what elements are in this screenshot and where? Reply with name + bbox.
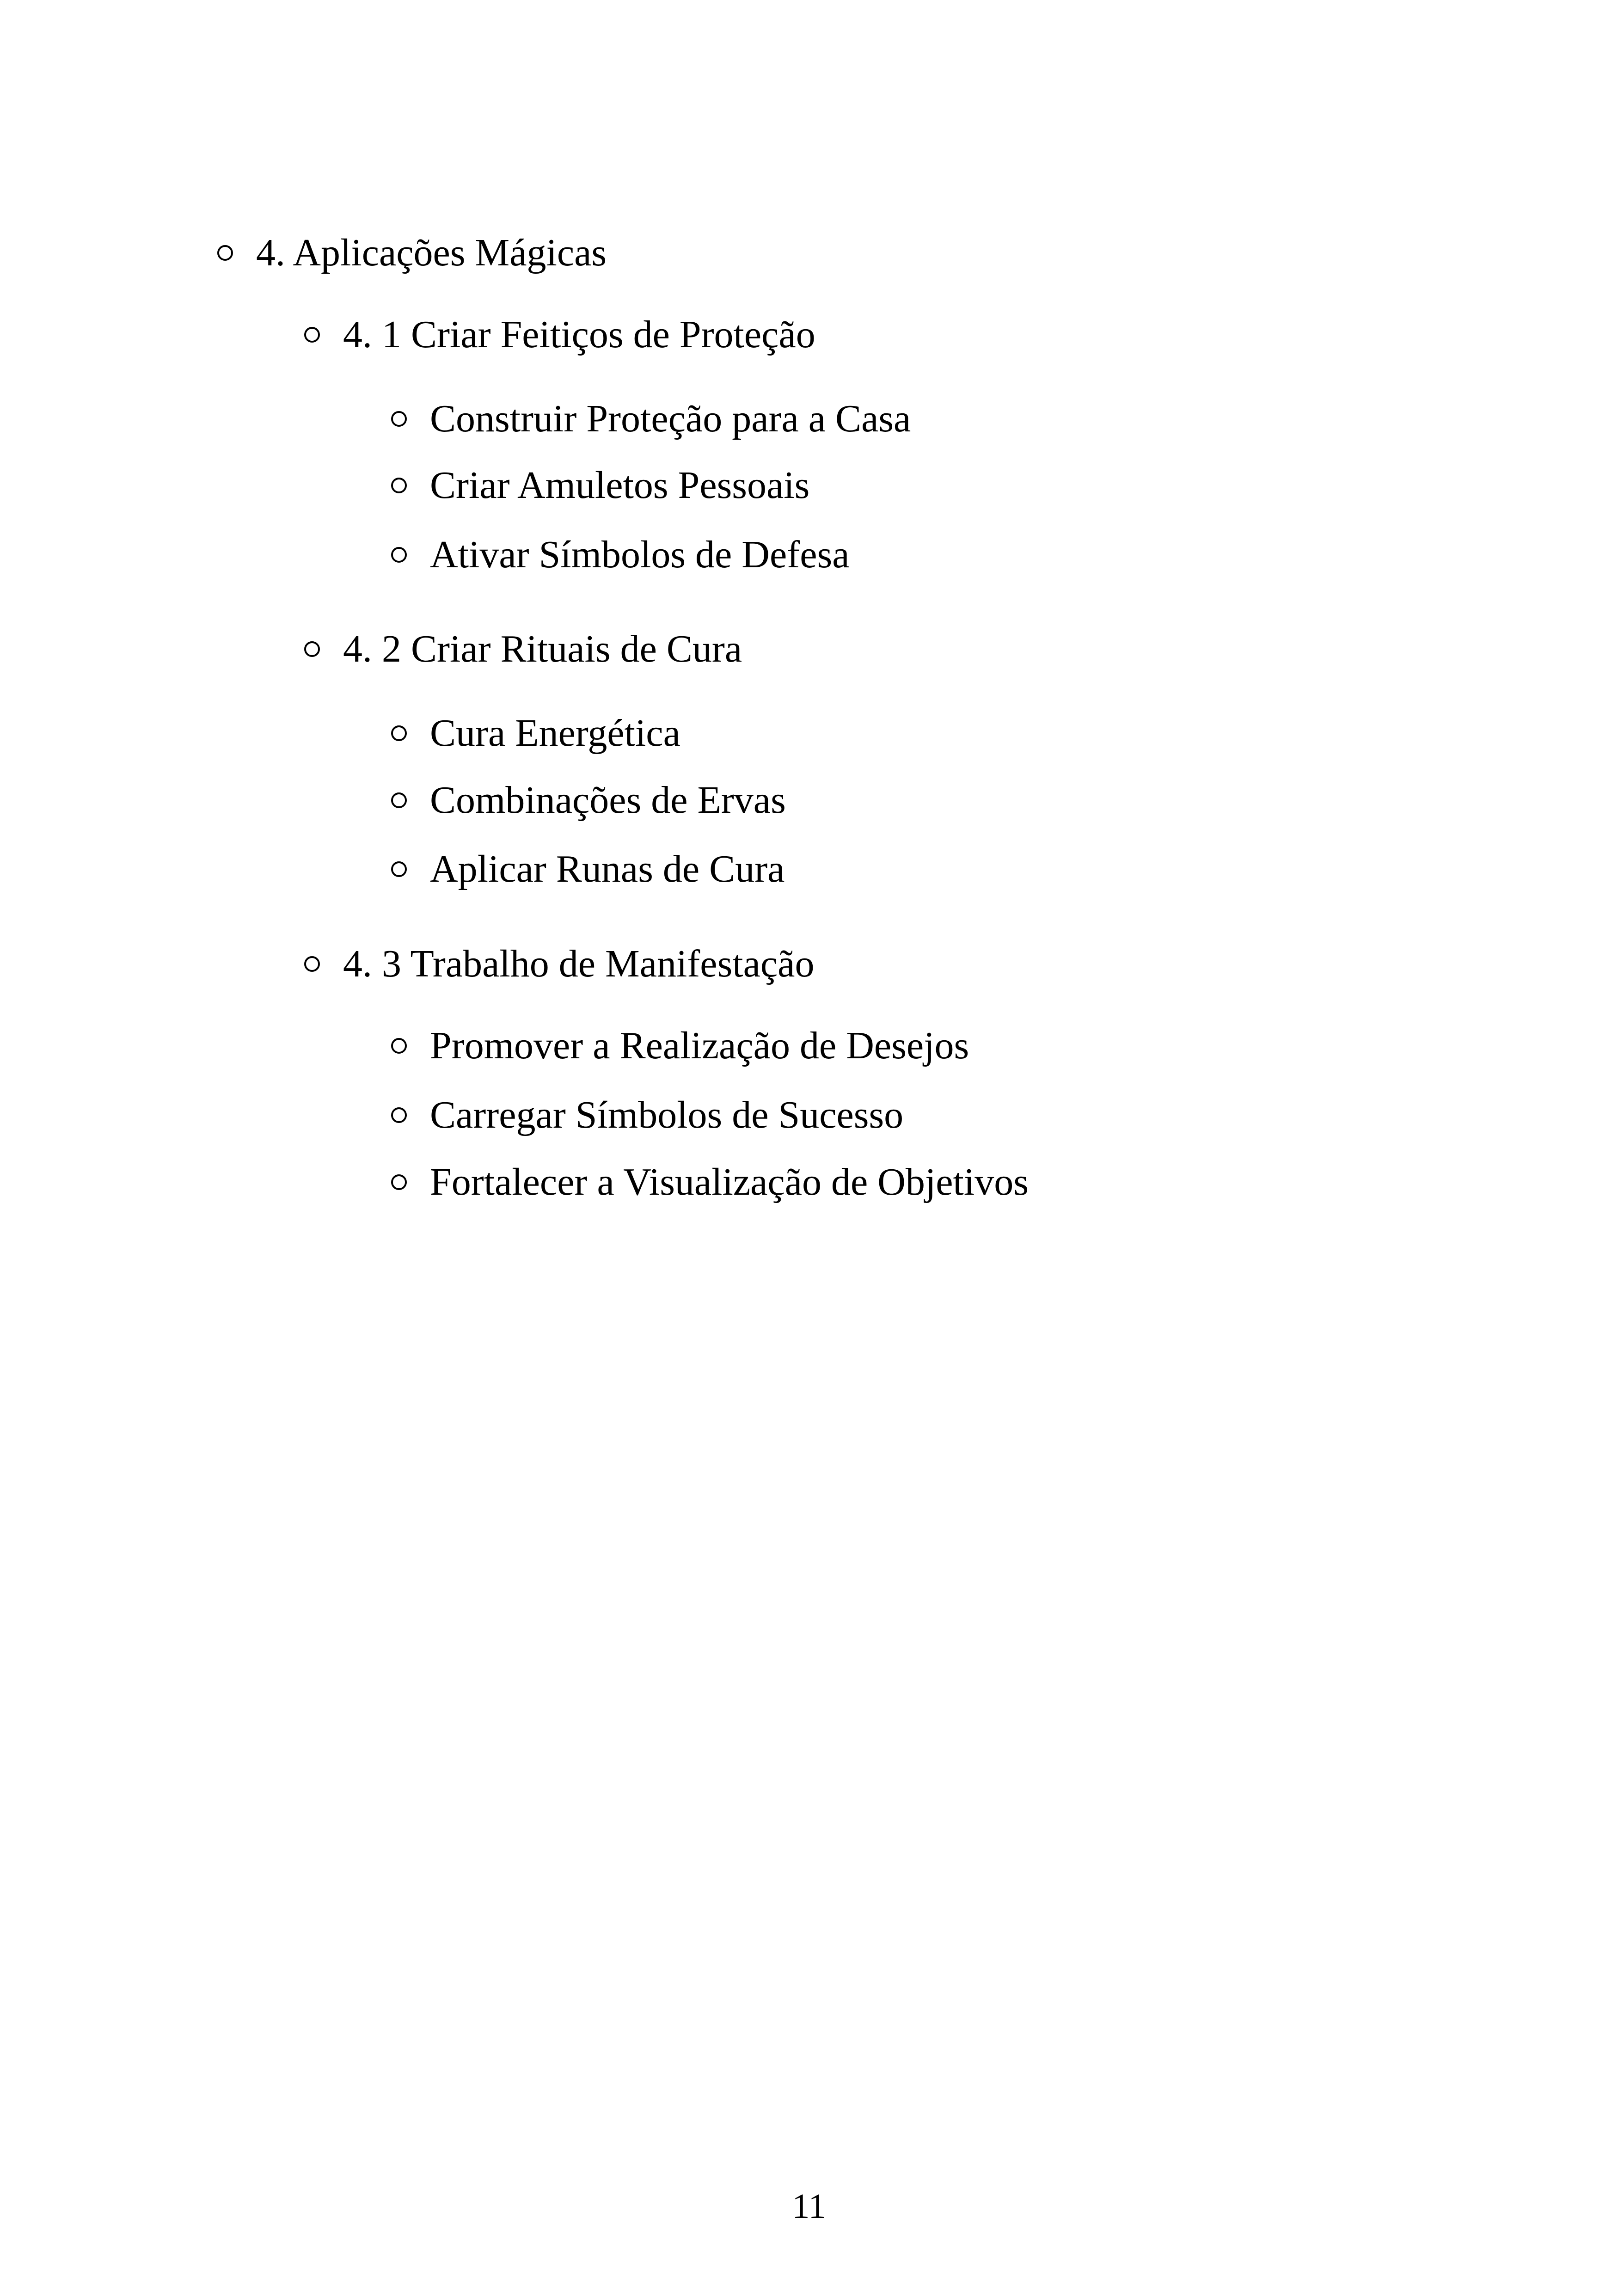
- list-item-text: Combinações de Ervas: [430, 779, 786, 822]
- hollow-circle-bullet-icon: [391, 725, 407, 741]
- list-item-text: Aplicar Runas de Cura: [430, 847, 785, 890]
- section-heading: 4. Aplicações Mágicas: [256, 231, 607, 274]
- hollow-circle-bullet-icon: [391, 478, 407, 493]
- outline-list-item: [391, 1157, 1029, 1208]
- outline-subsection-item: [304, 939, 814, 989]
- outline-list-item: [391, 529, 849, 580]
- list-item-text: Cura Energética: [430, 712, 680, 755]
- list-item-text: Ativar Símbolos de Defesa: [430, 533, 850, 576]
- page-number: 11: [792, 2187, 826, 2226]
- list-item-text: Fortalecer a Visualização de Objetivos: [430, 1160, 1029, 1203]
- list-item-text: Carregar Símbolos de Sucesso: [430, 1093, 904, 1136]
- hollow-circle-bullet-icon: [391, 547, 407, 563]
- outline-list-item: [391, 708, 680, 759]
- list-item-text: Construir Proteção para a Casa: [430, 397, 911, 440]
- hollow-circle-bullet-icon: [391, 1038, 407, 1054]
- hollow-circle-bullet-icon: [391, 1174, 407, 1190]
- outline-list-item: [391, 1090, 903, 1141]
- hollow-circle-bullet-icon: [391, 1107, 407, 1123]
- subsection-heading: 4. 3 Trabalho de Manifestação: [343, 942, 815, 985]
- subsection-heading: 4. 1 Criar Feitiços de Proteção: [343, 313, 815, 356]
- hollow-circle-bullet-icon: [304, 641, 320, 657]
- outline-list-item: [391, 775, 786, 826]
- outline-list-item: [391, 460, 809, 511]
- hollow-circle-bullet-icon: [391, 792, 407, 808]
- outline-subsection-item: [304, 624, 742, 675]
- list-item-text: Criar Amuletos Pessoais: [430, 464, 810, 507]
- outline-section-item: [217, 227, 607, 278]
- hollow-circle-bullet-icon: [304, 327, 320, 343]
- hollow-circle-bullet-icon: [304, 956, 320, 972]
- hollow-circle-bullet-icon: [391, 861, 407, 877]
- outline-list-item: [391, 1020, 969, 1071]
- list-item-text: Promover a Realização de Desejos: [430, 1024, 969, 1067]
- hollow-circle-bullet-icon: [217, 245, 233, 261]
- outline-subsection-item: [304, 309, 815, 360]
- hollow-circle-bullet-icon: [391, 411, 407, 427]
- outline-list-item: [391, 393, 911, 444]
- outline-list-item: [391, 844, 784, 895]
- subsection-heading: 4. 2 Criar Rituais de Cura: [343, 627, 742, 670]
